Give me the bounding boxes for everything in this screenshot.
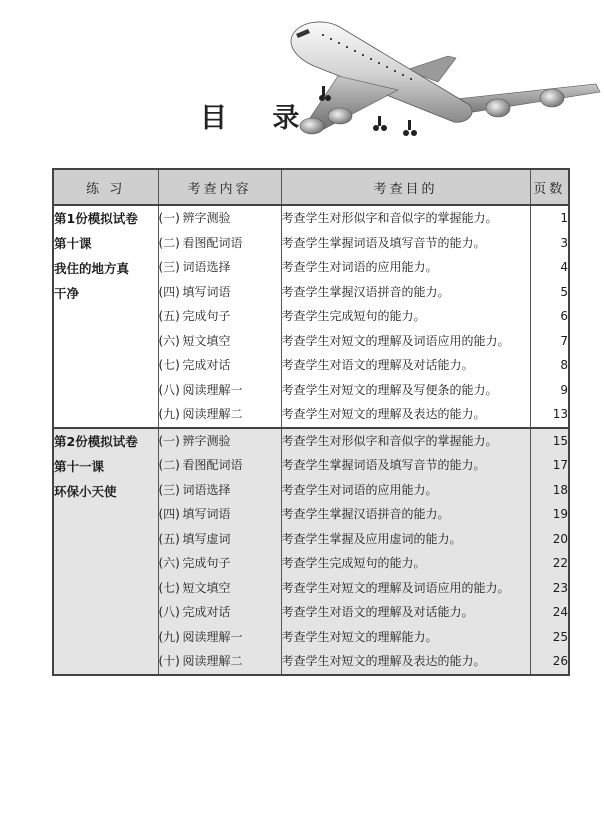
page-number: 23 xyxy=(552,580,568,595)
lesson-line: 第1份模拟试卷 xyxy=(54,211,138,226)
header-purpose: 考查目的 xyxy=(281,169,530,205)
page-number: 6 xyxy=(560,309,568,323)
purpose-item: 考查学生对语文的理解及对话能力。 xyxy=(281,605,474,619)
purpose-item: 考查学生对短文的理解能力。 xyxy=(281,629,438,644)
purpose-item: 考查学生掌握词语及填写音节的能力。 xyxy=(281,235,486,250)
page-number: 22 xyxy=(552,556,568,570)
section-2-contents xyxy=(158,428,281,675)
section-1-lesson xyxy=(53,205,158,428)
purpose-item: 考查学生对短文的理解及表达的能力。 xyxy=(281,654,486,668)
section-1-contents xyxy=(158,205,281,428)
lesson-line: 环保小天使 xyxy=(54,483,117,499)
content-item: (二) 看图配词语 xyxy=(158,458,243,472)
content-item: (三) 词语选择 xyxy=(158,482,231,497)
content-item: (一) 辨字测验 xyxy=(158,211,231,225)
page-number: 5 xyxy=(560,284,568,299)
content-item: (一) 辨字测验 xyxy=(158,433,231,448)
lesson-line: 第2份模拟试卷 xyxy=(54,433,138,449)
purpose-item: 考查学生对短文的理解及词语应用的能力。 xyxy=(281,333,510,348)
content-item: (二) 看图配词语 xyxy=(158,235,243,250)
page-number: 1 xyxy=(560,211,568,225)
page-number: 24 xyxy=(552,605,568,619)
content-item: (五) 填写虚词 xyxy=(158,531,231,546)
page-number: 3 xyxy=(560,235,568,250)
section-2-purposes xyxy=(281,428,530,675)
content-item: (七) 短文填空 xyxy=(158,580,231,595)
content-item: (九) 阅读理解二 xyxy=(158,407,243,421)
airplane-illustration xyxy=(278,12,604,144)
lesson-line: 干净 xyxy=(54,286,80,301)
lesson-line: 我住的地方真 xyxy=(54,261,130,276)
section-1-pages xyxy=(530,205,569,428)
page-title: 目 录 xyxy=(200,103,318,134)
content-item: (八) 完成对话 xyxy=(158,605,231,619)
purpose-item: 考查学生掌握及应用虚词的能力。 xyxy=(281,531,462,546)
page-number: 25 xyxy=(552,629,568,644)
section-1 xyxy=(53,205,569,428)
purpose-item: 考查学生对语文的理解及对话能力。 xyxy=(281,358,474,372)
page-number: 20 xyxy=(552,531,568,546)
purpose-item: 考查学生掌握词语及填写音节的能力。 xyxy=(281,458,486,472)
purpose-item: 考查学生对短文的理解及写便条的能力。 xyxy=(281,382,498,397)
purpose-item: 考查学生对形似字和音似字的掌握能力。 xyxy=(281,211,498,225)
purpose-item: 考查学生对词语的应用能力。 xyxy=(281,260,438,274)
purpose-item: 考查学生完成短句的能力。 xyxy=(281,556,426,570)
page-number: 15 xyxy=(552,433,568,448)
content-item: (四) 填写词语 xyxy=(158,507,231,521)
section-2-pages xyxy=(530,428,569,675)
purpose-item: 考查学生对短文的理解及词语应用的能力。 xyxy=(281,580,510,595)
page-number: 13 xyxy=(552,407,568,421)
lesson-line: 第十一课 xyxy=(54,458,105,474)
section-2 xyxy=(53,428,569,675)
purpose-item: 考查学生完成短句的能力。 xyxy=(281,309,426,323)
content-item: (六) 完成句子 xyxy=(158,556,231,570)
page-number: 26 xyxy=(552,654,568,668)
header-page: 页数 xyxy=(530,169,569,205)
content-item: (七) 完成对话 xyxy=(158,358,231,372)
purpose-item: 考查学生掌握汉语拼音的能力。 xyxy=(281,507,450,521)
page-number: 18 xyxy=(552,482,568,497)
content-item: (四) 填写词语 xyxy=(158,284,231,299)
content-item: (五) 完成句子 xyxy=(158,309,231,323)
content-item: (十) 阅读理解二 xyxy=(158,654,243,668)
purpose-item: 考查学生对短文的理解及表达的能力。 xyxy=(281,407,486,421)
section-2-lesson xyxy=(53,428,158,675)
content-item: (九) 阅读理解一 xyxy=(158,629,243,644)
lesson-line: 第十课 xyxy=(54,236,92,251)
purpose-item: 考查学生对形似字和音似字的掌握能力。 xyxy=(281,433,498,448)
page-number: 19 xyxy=(552,507,568,521)
section-1-purposes xyxy=(281,205,530,428)
header-exercise: 练 习 xyxy=(53,169,158,205)
page-number: 8 xyxy=(560,358,568,372)
table-of-contents xyxy=(52,168,570,676)
page-number: 9 xyxy=(560,382,568,397)
page-number: 4 xyxy=(560,260,568,274)
table-header-row xyxy=(53,169,569,205)
header-content: 考查内容 xyxy=(158,169,281,205)
page-number: 7 xyxy=(560,333,568,348)
content-item: (三) 词语选择 xyxy=(158,260,231,274)
content-item: (八) 阅读理解一 xyxy=(158,382,243,397)
page-number: 17 xyxy=(552,458,568,472)
purpose-item: 考查学生掌握汉语拼音的能力。 xyxy=(281,284,450,299)
purpose-item: 考查学生对词语的应用能力。 xyxy=(281,482,438,497)
content-item: (六) 短文填空 xyxy=(158,333,231,348)
